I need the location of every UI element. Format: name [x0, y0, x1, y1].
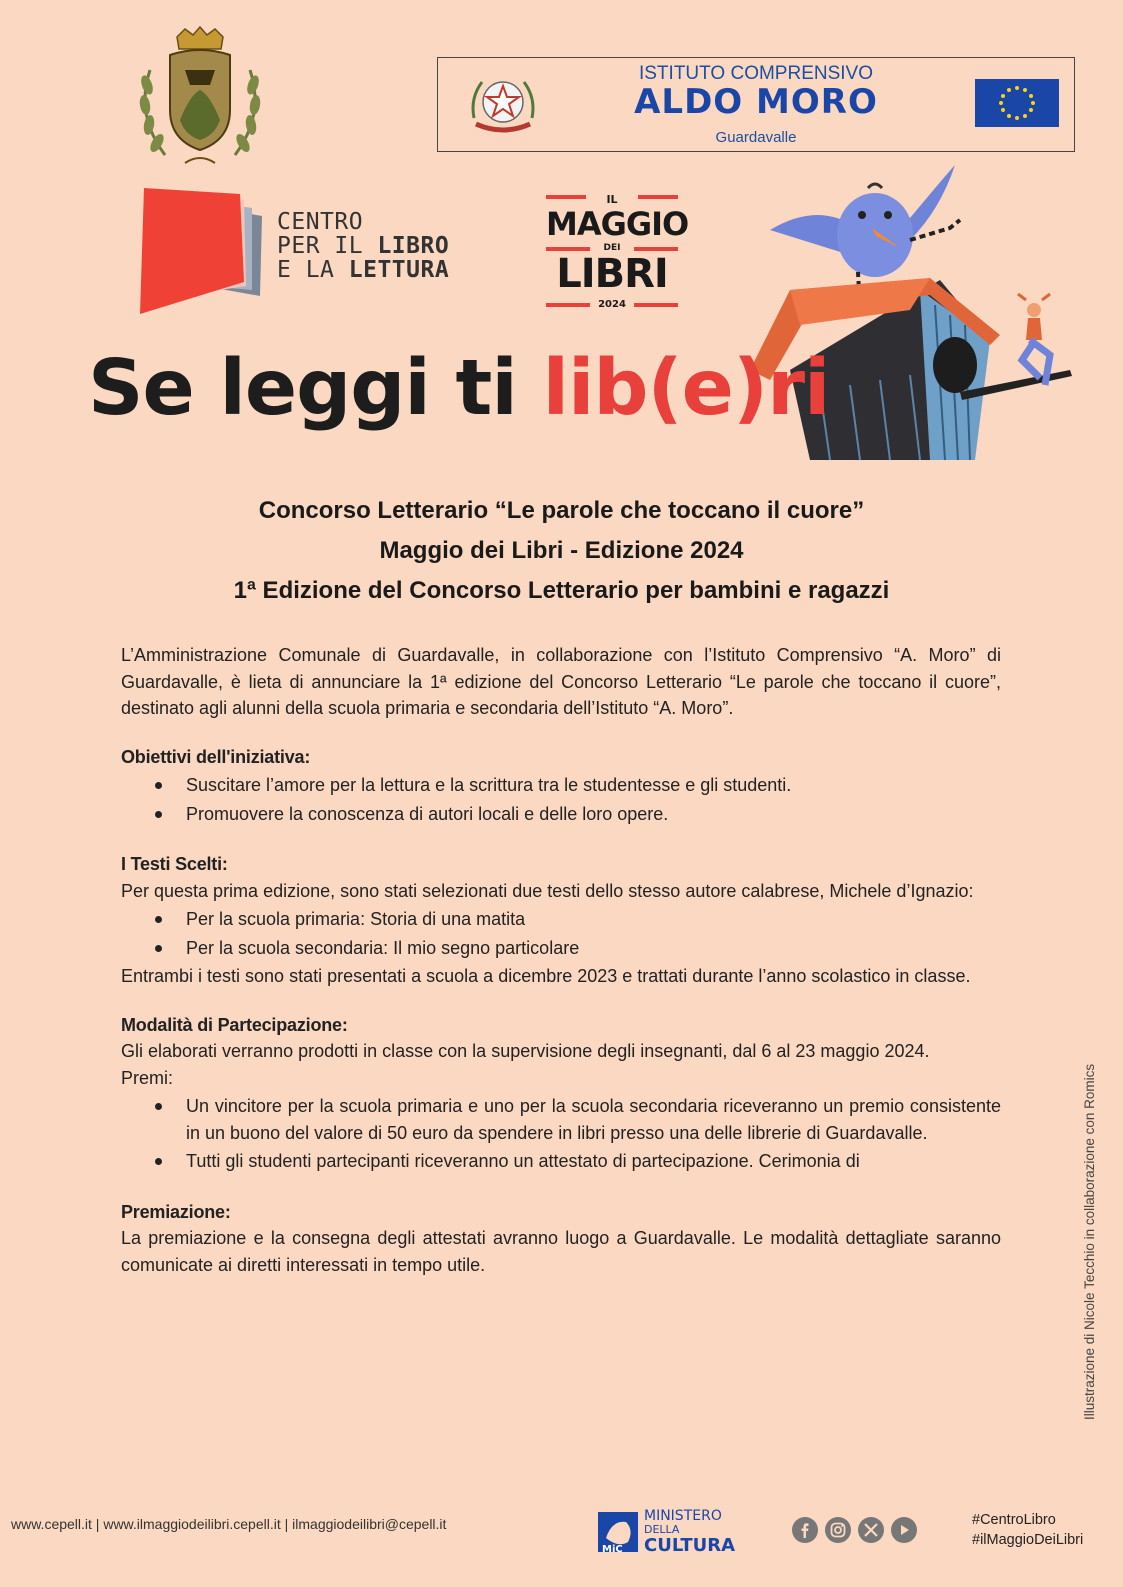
- list-item: Un vincitore per la scuola primaria e uno per la scuola secondaria riceveranno un premio consistente in un buono del valore di 50 euro da spendere in libri presso una delle librerie di Guardavalle.: [186, 1093, 1001, 1146]
- participation-heading: Modalità di Partecipazione:: [121, 1014, 348, 1035]
- ministry-line1: MINISTERO: [644, 1508, 722, 1524]
- footer-links[interactable]: www.cepell.it | www.ilmaggiodeilibri.cepell.it | ilmaggiodeilibri@cepell.it: [11, 1516, 447, 1532]
- ministry-line2: DELLA: [644, 1523, 680, 1536]
- school-name: ALDO MORO: [634, 82, 878, 122]
- objectives-list: [121, 772, 1001, 827]
- eu-flag-icon: [975, 79, 1059, 127]
- school-type: ISTITUTO COMPRENSIVO: [638, 63, 873, 84]
- contest-title: Concorso Letterario “Le parole che toccano il cuore”: [258, 497, 865, 524]
- maggio-logo-word2: LIBRI: [556, 251, 668, 297]
- hashtags: [972, 1510, 1083, 1550]
- birdhouse-illustration: [750, 160, 1080, 490]
- maggio-logo-word1: MAGGIO: [546, 205, 689, 243]
- school-header-box: [437, 57, 1075, 152]
- contest-subtitle: 1ª Edizione del Concorso Letterario per bambini e ragazzi: [233, 577, 890, 604]
- maggio-logo-dei: DEI: [603, 243, 621, 253]
- ministry-line3: CULTURA: [644, 1535, 736, 1556]
- cepell-line3a: E LA: [277, 257, 349, 283]
- award-text: La premiazione e la consegna degli attestati avranno luogo a Guardavalle. Le modalità dettagliate saranno comunicate ai diretti interessati in tempo utile.: [121, 1228, 1001, 1275]
- prizes-list: [121, 1093, 1001, 1175]
- hashtag-centrolibro[interactable]: #CentroLibro: [972, 1512, 1056, 1528]
- campaign-slogan: [88, 344, 829, 433]
- slogan-red-part: lib(e)ri: [542, 344, 830, 433]
- instagram-icon[interactable]: [825, 1517, 851, 1543]
- cepell-book-logo: [140, 188, 262, 318]
- texts-outro: Entrambi i testi sono stati presentati a scuola a dicembre 2023 e trattati durante l’anno scolastico in classe.: [121, 966, 971, 986]
- maggio-logo-il: IL: [606, 193, 618, 206]
- school-town: Guardavalle: [715, 129, 797, 146]
- announcement-body: [121, 642, 1001, 1278]
- objectives-heading: Obiettivi dell'iniziativa:: [121, 746, 311, 767]
- texts-intro: Per questa prima edizione, sono stati selezionati due testi dello stesso autore calabrese, Michele d’Ignazio:: [121, 880, 974, 901]
- cepell-line1: CENTRO: [277, 209, 364, 235]
- cepell-logo-text: [277, 210, 449, 282]
- mic-abbreviation: MiC: [602, 1544, 623, 1555]
- list-item: Per la scuola primaria: Storia di una matita: [186, 906, 1001, 933]
- cepell-line3b: LETTURA: [348, 257, 450, 283]
- participation-text: Gli elaborati verranno prodotti in classe con la supervisione degli insegnanti, dal 6 al 23 maggio 2024.: [121, 1041, 930, 1061]
- list-item: Per la scuola secondaria: Il mio segno particolare: [186, 935, 1001, 962]
- cepell-line2b: LIBRO: [377, 233, 450, 259]
- cepell-line2a: PER IL: [277, 233, 378, 259]
- maggio-logo-year: 2024: [598, 299, 626, 310]
- hashtag-maggiodeilibri[interactable]: #ilMaggioDeiLibri: [972, 1532, 1084, 1548]
- award-heading: Premiazione:: [121, 1201, 231, 1222]
- edition-title: Maggio dei Libri - Edizione 2024: [379, 537, 744, 564]
- x-icon[interactable]: [858, 1517, 884, 1543]
- texts-list: [121, 906, 1001, 961]
- mic-logo: [598, 1508, 640, 1556]
- texts-heading: I Testi Scelti:: [121, 854, 228, 874]
- facebook-icon[interactable]: [792, 1517, 818, 1543]
- municipal-crest-logo: [125, 25, 275, 170]
- slogan-black-part: Se leggi ti: [88, 344, 543, 433]
- illustration-credit: Illustrazione di Nicole Tecchio in collaborazione con Romics: [1082, 1063, 1097, 1420]
- list-item: Promuovere la conoscenza di autori locali e delle loro opere.: [186, 801, 1001, 828]
- intro-paragraph: L’Amministrazione Comunale di Guardavalle, in collaborazione con l’Istituto Comprensivo “A. Moro” di Guardavalle, è lieta di annunciare la 1ª edizione del Concorso Letterario “Le parole che toccano il cuore”, destinato agli alunni della scuola primaria e secondaria dell’Istituto “A. Moro”.: [121, 645, 1001, 718]
- prizes-label: Premi:: [121, 1067, 174, 1088]
- ministry-name: [644, 1510, 735, 1556]
- maggio-dei-libri-logo: [546, 193, 689, 313]
- youtube-icon[interactable]: [891, 1517, 917, 1543]
- list-item: Tutti gli studenti partecipanti riceveranno un attestato di partecipazione. Cerimonia di: [186, 1148, 1001, 1175]
- list-item: Suscitare l’amore per la lettura e la scrittura tra le studentesse e gli studenti.: [186, 772, 1001, 799]
